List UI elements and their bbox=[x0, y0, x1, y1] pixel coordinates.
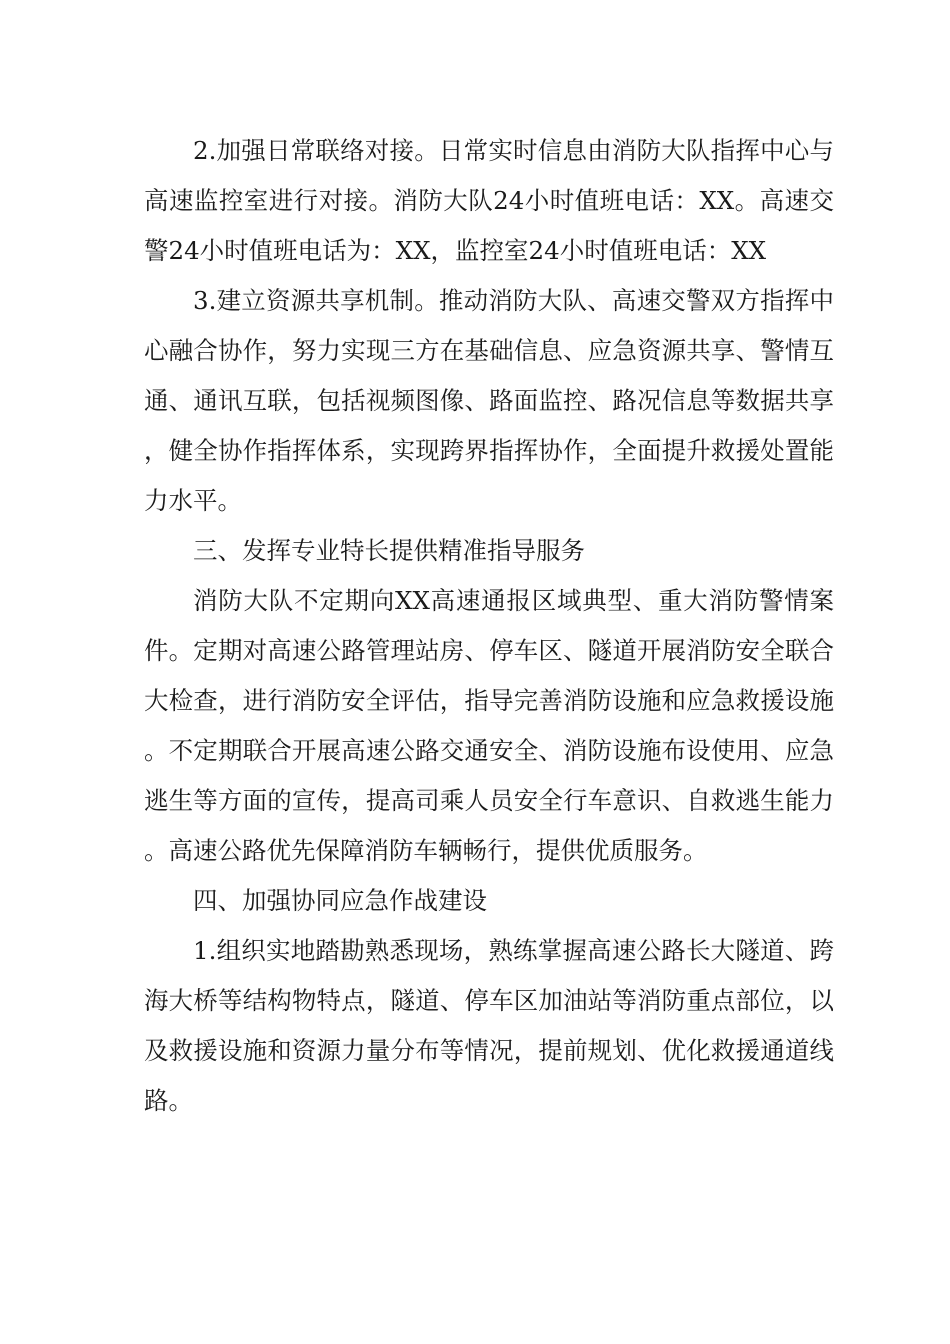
paragraph-site-survey: 1.组织实地踏勘熟悉现场，熟练掌握高速公路长大隧道、跨海大桥等结构物特点，隧道、停车区加油站等消防重点部位，以及救援设施和资源力量分布等情况，提前规划、优化救援通道线路。 bbox=[144, 936, 834, 1115]
document-body bbox=[144, 126, 834, 1126]
section-heading-4: 四、加强协同应急作战建设 bbox=[193, 886, 487, 915]
paragraph-daily-liaison: 2.加强日常联络对接。日常实时信息由消防大队指挥中心与高速监控室进行对接。消防大队24小时值班电话：XX。高速交警24小时值班电话为：XX，监控室24小时值班电话：XX bbox=[144, 136, 834, 265]
section-heading-3: 三、发挥专业特长提供精准指导服务 bbox=[193, 536, 585, 565]
paragraph-resource-sharing: 3.建立资源共享机制。推动消防大队、高速交警双方指挥中心融合协作，努力实现三方在基础信息、应急资源共享、警情互通、通讯互联，包括视频图像、路面监控、路况信息等数据共享，健全协作指挥体系，实现跨界指挥协作，全面提升救援处置能力水平。 bbox=[144, 286, 834, 515]
paragraph-fire-brigade-guidance: 消防大队不定期向XX高速通报区域典型、重大消防警情案件。定期对高速公路管理站房、停车区、隧道开展消防安全联合大检查，进行消防安全评估，指导完善消防设施和应急救援设施。不定期联合开展高速公路交通安全、消防设施布设使用、应急逃生等方面的宣传，提高司乘人员安全行车意识、自救逃生能力。高速公路优先保障消防车辆畅行，提供优质服务。 bbox=[144, 586, 834, 865]
